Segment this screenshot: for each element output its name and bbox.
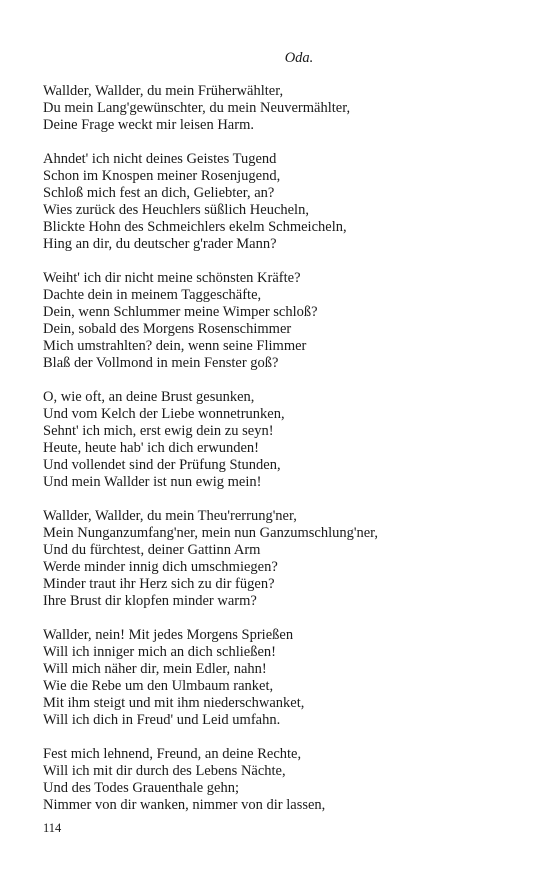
poem-line: Und du fürchtest, deiner Gattinn Arm	[43, 542, 261, 558]
stanza	[43, 270, 513, 372]
stanza	[43, 389, 513, 491]
poem-body	[43, 83, 513, 831]
poem-line: Will ich dich in Freud' und Leid umfahn.	[43, 712, 281, 728]
poem-line: Hing an dir, du deutscher g'rader Mann?	[43, 236, 277, 252]
poem-line: Blickte Hohn des Schmeichlers ekelm Schmeicheln,	[43, 219, 347, 235]
poem-line: Ahndet' ich nicht deines Geistes Tugend	[43, 151, 277, 167]
poem-line: Will mich näher dir, mein Edler, nahn!	[43, 661, 267, 677]
poem-line: Will ich inniger mich an dich schließen!	[43, 644, 276, 660]
poem-line: Du mein Lang'gewünschter, du mein Neuvermählter,	[43, 100, 351, 116]
page-number: 114	[43, 821, 62, 835]
poem-line: Fest mich lehnend, Freund, an deine Rechte,	[43, 746, 302, 762]
poem-line: Und des Todes Grauenthale gehn;	[43, 780, 240, 796]
stanza	[43, 746, 513, 814]
poem-line: O, wie oft, an deine Brust gesunken,	[43, 389, 255, 405]
poem-line: Will ich mit dir durch des Lebens Nächte,	[43, 763, 286, 779]
poem-line: Wallder, Wallder, du mein Früherwählter,	[43, 83, 284, 99]
poem-line: Heute, heute hab' ich dich erwunden!	[43, 440, 259, 456]
poem-line: Und mein Wallder ist nun ewig mein!	[43, 474, 262, 490]
poem-line: Schloß mich fest an dich, Geliebter, an?	[43, 185, 275, 201]
poem-line: Wallder, nein! Mit jedes Morgens Sprießen	[43, 627, 294, 643]
poem-title: Oda.	[284, 50, 314, 66]
poem-line: Nimmer von dir wanken, nimmer von dir lassen,	[43, 797, 326, 813]
poem-line: Und vollendet sind der Prüfung Stunden,	[43, 457, 281, 473]
poem-line: Minder traut ihr Herz sich zu dir fügen?	[43, 576, 275, 592]
poem-line: Werde minder innig dich umschmiegen?	[43, 559, 278, 575]
poem-line: Dein, sobald des Morgens Rosenschimmer	[43, 321, 292, 337]
poem-line: Dachte dein in meinem Taggeschäfte,	[43, 287, 262, 303]
stanza	[43, 508, 513, 610]
stanza	[43, 627, 513, 729]
poem-line: Sehnt' ich mich, erst ewig dein zu seyn!	[43, 423, 274, 439]
poem-line: Weiht' ich dir nicht meine schönsten Kräfte?	[43, 270, 301, 286]
poem-line: Wies zurück des Heuchlers süßlich Heucheln,	[43, 202, 309, 218]
poem-line: Mit ihm steigt und mit ihm niederschwanket,	[43, 695, 305, 711]
poem-line: Deine Frage weckt mir leisen Harm.	[43, 117, 254, 133]
poem-line: Mein Nunganzumfang'ner, mein nun Ganzumschlung'ner,	[43, 525, 379, 541]
poem-line: Wallder, Wallder, du mein Theu'rerrung'ner,	[43, 508, 297, 524]
poem-line: Blaß der Vollmond in mein Fenster goß?	[43, 355, 279, 371]
poem-line: Mich umstrahlten? dein, wenn seine Flimmer	[43, 338, 307, 354]
poem-line: Und vom Kelch der Liebe wonnetrunken,	[43, 406, 285, 422]
poem-line: Schon im Knospen meiner Rosenjugend,	[43, 168, 281, 184]
stanza	[43, 151, 513, 253]
stanza	[43, 83, 513, 134]
poem-line: Ihre Brust dir klopfen minder warm?	[43, 593, 257, 609]
poem-line: Wie die Rebe um den Ulmbaum ranket,	[43, 678, 274, 694]
poem-line: Dein, wenn Schlummer meine Wimper schloß?	[43, 304, 318, 320]
